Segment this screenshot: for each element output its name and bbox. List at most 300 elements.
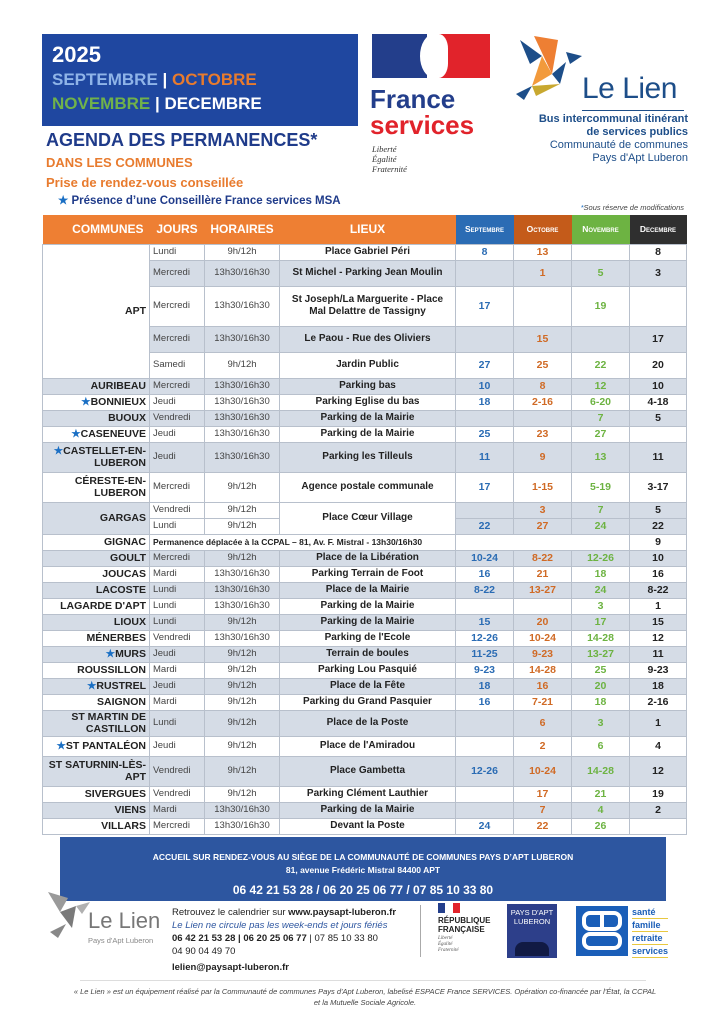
november-cell: 21 — [572, 786, 630, 802]
september-cell: 18 — [456, 678, 514, 694]
september-cell: 15 — [456, 614, 514, 630]
hours-cell: 13h30/16h30 — [205, 598, 280, 614]
title-box — [42, 34, 358, 126]
december-cell: 11 — [630, 442, 687, 472]
october-cell: 22 — [514, 818, 572, 834]
header-horaires: HORAIRES — [205, 215, 280, 244]
agenda-table — [42, 215, 687, 835]
september-cell: 22 — [456, 518, 514, 534]
october-cell: 9 — [514, 442, 572, 472]
le-lien-logo-small — [46, 888, 166, 958]
october-cell — [514, 286, 572, 326]
november-cell: 13-27 — [572, 646, 630, 662]
divider — [80, 980, 646, 981]
october-cell: 2 — [514, 736, 572, 756]
subtitle-communes: DANS LES COMMUNES — [46, 155, 193, 170]
day-cell: Jeudi — [150, 736, 205, 756]
day-cell: Lundi — [150, 614, 205, 630]
star-icon: ★ — [58, 195, 69, 207]
msa-icon — [576, 906, 628, 956]
commune-cell: AURIBEAU — [43, 378, 150, 394]
place-cell: Parking Eglise du bas — [280, 394, 456, 410]
october-cell: 6 — [514, 710, 572, 736]
october-cell: 7-21 — [514, 694, 572, 710]
table-row — [43, 550, 687, 566]
september-cell: 8 — [456, 244, 514, 260]
november-cell: 14-28 — [572, 756, 630, 786]
place-cell: Terrain de boules — [280, 646, 456, 662]
table-row — [43, 582, 687, 598]
day-cell: Mercredi — [150, 550, 205, 566]
table-row — [43, 646, 687, 662]
hours-cell: 9h/12h — [205, 678, 280, 694]
december-cell: 1 — [630, 598, 687, 614]
november-cell — [572, 244, 630, 260]
table-row — [43, 694, 687, 710]
commune-cell: CÉRESTE-EN-LUBERON — [43, 472, 150, 502]
november-cell: 20 — [572, 678, 630, 694]
november-cell: 3 — [572, 598, 630, 614]
header-septembre: Septembre — [456, 215, 514, 244]
hours-cell: 9h/12h — [205, 786, 280, 802]
november-cell: 5 — [572, 260, 630, 286]
subtitle-rdv: Prise de rendez-vous conseillée — [46, 175, 244, 190]
december-cell — [630, 426, 687, 442]
table-row — [43, 566, 687, 582]
table-row — [43, 244, 687, 260]
phone-1[interactable]: 06 42 21 53 28 — [172, 933, 236, 944]
october-cell: 1 — [514, 260, 572, 286]
table-body — [43, 244, 687, 834]
empty-cell — [456, 534, 630, 550]
november-cell: 19 — [572, 286, 630, 326]
hours-cell: 9h/12h — [205, 244, 280, 260]
december-cell: 4 — [630, 736, 687, 756]
hours-cell: 9h/12h — [205, 710, 280, 736]
november-cell: 27 — [572, 426, 630, 442]
table-row — [43, 662, 687, 678]
day-cell: Mardi — [150, 566, 205, 582]
table-row — [43, 678, 687, 694]
gignac-note: Permanence déplacée à la CCPAL – 81, Av. F. Mistral - 13h30/16h30 — [150, 534, 456, 550]
december-cell: 4-18 — [630, 394, 687, 410]
november-cell: 3 — [572, 710, 630, 736]
star-icon: ★ — [86, 680, 97, 692]
place-cell: Parking les Tilleuls — [280, 442, 456, 472]
november-cell: 26 — [572, 818, 630, 834]
no-weekend-note: Le Lien ne circule pas les week-ends et jours fériés — [172, 920, 388, 931]
table-row — [43, 786, 687, 802]
table-row — [43, 472, 687, 502]
december-cell: 3 — [630, 260, 687, 286]
day-cell: Mercredi — [150, 818, 205, 834]
commune-cell: MÉNERBES — [43, 630, 150, 646]
december-cell: 19 — [630, 786, 687, 802]
day-cell: Jeudi — [150, 442, 205, 472]
day-cell: Lundi — [150, 598, 205, 614]
header-communes: COMMUNES — [43, 215, 150, 244]
hours-cell: 9h/12h — [205, 756, 280, 786]
november-cell: 14-28 — [572, 630, 630, 646]
le-lien-sub: Pays d'Apt Luberon — [88, 936, 154, 945]
december-cell: 20 — [630, 352, 687, 378]
september-cell — [456, 260, 514, 286]
day-cell: Mercredi — [150, 378, 205, 394]
header-decembre: Decembre — [630, 215, 687, 244]
marianne-flag-icon — [372, 34, 490, 78]
december-cell: 9-23 — [630, 662, 687, 678]
october-cell — [514, 410, 572, 426]
september-cell: 16 — [456, 694, 514, 710]
october-cell: 16 — [514, 678, 572, 694]
september-cell: 18 — [456, 394, 514, 410]
december-cell: 15 — [630, 614, 687, 630]
hours-cell: 13h30/16h30 — [205, 582, 280, 598]
commune-cell: ★MURS — [43, 646, 150, 662]
september-cell — [456, 786, 514, 802]
december-cell: 10 — [630, 550, 687, 566]
commune-cell: APT — [43, 244, 150, 378]
place-cell: Place Gabriel Péri — [280, 244, 456, 260]
table-row — [43, 378, 687, 394]
september-cell — [456, 326, 514, 352]
commune-cell: ROUSSILLON — [43, 662, 150, 678]
day-cell: Vendredi — [150, 756, 205, 786]
september-cell — [456, 710, 514, 736]
december-cell: 3-17 — [630, 472, 687, 502]
september-cell — [456, 502, 514, 518]
day-cell: Vendredi — [150, 786, 205, 802]
place-cell: Agence postale communale — [280, 472, 456, 502]
place-cell: Devant la Poste — [280, 818, 456, 834]
place-cell: St Joseph/La Marguerite - Place Mal Delattre de Tassigny — [280, 286, 456, 326]
september-cell: 16 — [456, 566, 514, 582]
september-cell: 12-26 — [456, 756, 514, 786]
place-cell: St Michel - Parking Jean Moulin — [280, 260, 456, 286]
september-cell — [456, 802, 514, 818]
day-cell: Lundi — [150, 710, 205, 736]
commune-cell: ★RUSTREL — [43, 678, 150, 694]
hours-cell: 13h30/16h30 — [205, 818, 280, 834]
december-cell: 11 — [630, 646, 687, 662]
commune-cell: ★ST PANTALÉON — [43, 736, 150, 756]
december-cell: 5 — [630, 502, 687, 518]
place-cell: Parking du Grand Pasquier — [280, 694, 456, 710]
day-cell: Mardi — [150, 662, 205, 678]
place-cell: Parking Clément Lauthier — [280, 786, 456, 802]
commune-cell: GIGNAC — [43, 534, 150, 550]
october-cell: 27 — [514, 518, 572, 534]
place-cell: Place de la Libération — [280, 550, 456, 566]
december-cell: 5 — [630, 410, 687, 426]
france-services-logo — [370, 34, 495, 179]
place-cell: Parking de l'Ecole — [280, 630, 456, 646]
november-cell: 24 — [572, 582, 630, 598]
month-september: SEPTEMBRE — [52, 70, 158, 89]
september-cell: 9-23 — [456, 662, 514, 678]
november-cell: 13 — [572, 442, 630, 472]
september-cell: 11 — [456, 442, 514, 472]
fs-motto: Liberté Égalité Fraternité — [372, 144, 407, 174]
november-cell: 5-19 — [572, 472, 630, 502]
october-cell: 15 — [514, 326, 572, 352]
day-cell: Jeudi — [150, 426, 205, 442]
table-row — [43, 502, 687, 518]
table-row — [43, 426, 687, 442]
day-cell: Jeudi — [150, 678, 205, 694]
september-cell: 17 — [456, 286, 514, 326]
november-cell: 22 — [572, 352, 630, 378]
october-cell: 13-27 — [514, 582, 572, 598]
msa-logo — [576, 906, 628, 956]
place-cell: Place Cœur Village — [280, 502, 456, 534]
december-cell: 16 — [630, 566, 687, 582]
msa-note — [58, 193, 341, 207]
day-cell: Vendredi — [150, 630, 205, 646]
september-cell: 17 — [456, 472, 514, 502]
day-cell: Mercredi — [150, 286, 205, 326]
table-row — [43, 614, 687, 630]
star-icon: ★ — [71, 428, 81, 440]
commune-cell: SAIGNON — [43, 694, 150, 710]
table-row — [43, 534, 687, 550]
october-cell: 3 — [514, 502, 572, 518]
commune-cell: JOUCAS — [43, 566, 150, 582]
october-cell — [514, 598, 572, 614]
december-cell: 8 — [630, 244, 687, 260]
divider — [420, 905, 421, 957]
december-cell: 12 — [630, 756, 687, 786]
day-cell: Mardi — [150, 694, 205, 710]
day-cell: Mercredi — [150, 472, 205, 502]
table-row — [43, 410, 687, 426]
november-cell: 25 — [572, 662, 630, 678]
commune-cell: ST MARTIN DE CASTILLON — [43, 710, 150, 736]
star-icon: ★ — [56, 740, 66, 752]
months-line-2 — [52, 92, 348, 116]
phone-2[interactable]: 06 20 25 06 77 — [243, 933, 307, 944]
band-phones: 06 42 21 53 28 / 06 20 25 06 77 / 07 85 10 33 80 — [232, 883, 494, 897]
december-cell: 2 — [630, 802, 687, 818]
msa-note-text: Présence d’une Conseillère France services MSA — [71, 195, 341, 207]
december-cell — [630, 818, 687, 834]
september-cell — [456, 736, 514, 756]
hours-cell: 9h/12h — [205, 662, 280, 678]
place-cell: Place de la Mairie — [280, 582, 456, 598]
place-cell: Parking Lou Pasquié — [280, 662, 456, 678]
day-cell: Lundi — [150, 582, 205, 598]
day-cell: Mercredi — [150, 326, 205, 352]
pays-apt-luberon-logo: PAYS D'APT LUBERON — [507, 904, 557, 958]
hours-cell: 13h30/16h30 — [205, 566, 280, 582]
place-cell: Parking Terrain de Foot — [280, 566, 456, 582]
october-cell: 7 — [514, 802, 572, 818]
september-cell — [456, 598, 514, 614]
commune-cell: ST SATURNIN-LÈS-APT — [43, 756, 150, 786]
day-cell: Lundi — [150, 244, 205, 260]
website-link[interactable]: www.paysapt-luberon.fr — [288, 907, 397, 918]
november-cell: 12 — [572, 378, 630, 394]
table-row — [43, 736, 687, 756]
hours-cell: 13h30/16h30 — [205, 326, 280, 352]
day-cell: Vendredi — [150, 502, 205, 518]
fs-services: services — [370, 110, 475, 140]
disclaimer: « Le Lien » est un équipement réalisé par la Communauté de communes Pays d'Apt Luberon, labelisé ESPACE France SERVICES. Opération co-financée par l'État, la CCPAL et la Mutuelle Sociale Agricole. — [73, 987, 657, 1007]
september-cell: 11-25 — [456, 646, 514, 662]
header-novembre: Novembre — [572, 215, 630, 244]
november-cell: 4 — [572, 802, 630, 818]
october-cell: 2-16 — [514, 394, 572, 410]
september-cell: 8-22 — [456, 582, 514, 598]
october-cell: 25 — [514, 352, 572, 378]
place-cell: Place de la Fête — [280, 678, 456, 694]
commune-cell: ★BONNIEUX — [43, 394, 150, 410]
commune-cell: GARGAS — [43, 502, 150, 534]
december-cell: 8-22 — [630, 582, 687, 598]
september-cell: 10-24 — [456, 550, 514, 566]
commune-cell: LACOSTE — [43, 582, 150, 598]
hours-cell: 13h30/16h30 — [205, 442, 280, 472]
december-cell: 18 — [630, 678, 687, 694]
day-cell: Lundi — [150, 518, 205, 534]
phone-3[interactable]: 07 85 10 33 80 — [314, 933, 378, 944]
table-row — [43, 710, 687, 736]
months-line-1 — [52, 68, 348, 92]
le-lien-name: Le Lien — [582, 72, 677, 105]
day-cell: Mardi — [150, 802, 205, 818]
le-lien-logo — [512, 34, 687, 114]
hours-cell: 9h/12h — [205, 518, 280, 534]
november-cell: 17 — [572, 614, 630, 630]
day-cell: Mercredi — [150, 260, 205, 286]
place-cell: Parking de la Mairie — [280, 614, 456, 630]
hours-cell: 13h30/16h30 — [205, 260, 280, 286]
hours-cell: 13h30/16h30 — [205, 394, 280, 410]
day-cell: Jeudi — [150, 394, 205, 410]
hours-cell: 9h/12h — [205, 502, 280, 518]
table-row — [43, 818, 687, 834]
september-cell: 25 — [456, 426, 514, 442]
french-flag-icon — [438, 903, 460, 913]
month-november: NOVEMBRE — [52, 94, 151, 113]
table-row — [43, 756, 687, 786]
december-cell: 17 — [630, 326, 687, 352]
header-lieux: LIEUX — [280, 215, 456, 244]
header-jours: JOURS — [150, 215, 205, 244]
place-cell: Parking de la Mairie — [280, 410, 456, 426]
commune-cell: VILLARS — [43, 818, 150, 834]
divider — [582, 110, 684, 111]
table-header — [43, 215, 687, 244]
table-row — [43, 442, 687, 472]
msa-words: santé famille retraite services — [632, 907, 669, 956]
october-cell: 21 — [514, 566, 572, 582]
agenda-title: AGENDA DES PERMANENCES* — [46, 130, 318, 150]
november-cell: 18 — [572, 566, 630, 582]
hours-cell: 9h/12h — [205, 736, 280, 756]
hours-cell: 13h30/16h30 — [205, 286, 280, 326]
october-cell: 23 — [514, 426, 572, 442]
november-cell — [572, 326, 630, 352]
hours-cell: 9h/12h — [205, 646, 280, 662]
hours-cell: 9h/12h — [205, 694, 280, 710]
december-cell: 9 — [630, 534, 687, 550]
star-icon: ★ — [105, 648, 116, 660]
commune-cell: ★CASTELLET-EN-LUBERON — [43, 442, 150, 472]
commune-cell: VIENS — [43, 802, 150, 818]
place-cell: Le Paou - Rue des Oliviers — [280, 326, 456, 352]
october-cell: 8 — [514, 378, 572, 394]
place-cell: Place de la Poste — [280, 710, 456, 736]
place-cell: Parking bas — [280, 378, 456, 394]
year: 2025 — [52, 42, 101, 67]
october-cell: 8-22 — [514, 550, 572, 566]
hours-cell: 9h/12h — [205, 614, 280, 630]
december-cell: 12 — [630, 630, 687, 646]
phone-4[interactable]: 04 90 04 49 70 — [172, 946, 236, 957]
month-october: OCTOBRE — [172, 70, 257, 89]
place-cell: Place Gambetta — [280, 756, 456, 786]
fs-france: France — [370, 84, 456, 114]
hours-cell: 13h30/16h30 — [205, 378, 280, 394]
september-cell — [456, 410, 514, 426]
commune-cell: ★CASENEUVE — [43, 426, 150, 442]
november-cell: 24 — [572, 518, 630, 534]
hours-cell: 13h30/16h30 — [205, 802, 280, 818]
october-cell: 1-15 — [514, 472, 572, 502]
hours-cell: 9h/12h — [205, 550, 280, 566]
email-link[interactable]: lelien@paysapt-luberon.fr — [172, 962, 289, 973]
hours-cell: 9h/12h — [205, 352, 280, 378]
contact-info: Retrouvez le calendrier sur www.paysapt-luberon.fr Le Lien ne circule pas les week-ends et jours fériés 06 42 21 53 28 | 06 20 25 06 77 | 07 85 10 33 80 04 90 04 49 70 lelien@paysapt-luberon.fr — [172, 907, 397, 973]
october-cell: 14-28 — [514, 662, 572, 678]
november-cell: 18 — [572, 694, 630, 710]
star-icon: ★ — [53, 445, 64, 457]
november-cell: 12-26 — [572, 550, 630, 566]
bridge-icon — [515, 942, 549, 956]
day-cell: Jeudi — [150, 646, 205, 662]
september-cell: 12-26 — [456, 630, 514, 646]
star-icon: ★ — [81, 396, 91, 408]
month-december: DECEMBRE — [164, 94, 262, 113]
republique-francaise-logo: RÉPUBLIQUE FRANÇAISE Liberté Égalité Fraternité — [438, 903, 496, 958]
december-cell — [630, 286, 687, 326]
october-cell: 13 — [514, 244, 572, 260]
december-cell: 10 — [630, 378, 687, 394]
le-lien-name-small: Le Lien — [88, 908, 161, 933]
december-cell: 2-16 — [630, 694, 687, 710]
october-cell: 17 — [514, 786, 572, 802]
commune-cell: LAGARDE D'APT — [43, 598, 150, 614]
place-cell: Parking de la Mairie — [280, 802, 456, 818]
separator: | — [162, 70, 168, 89]
band-line1: ACCUEIL SUR RENDEZ-VOUS AU SIÈGE DE LA COMMUNAUTÉ DE COMMUNES PAYS D’APT LUBERON — [152, 852, 574, 862]
october-cell: 9-23 — [514, 646, 572, 662]
october-cell: 10-24 — [514, 630, 572, 646]
commune-cell: SIVERGUES — [43, 786, 150, 802]
origami-bird-icon — [512, 34, 592, 104]
table-row — [43, 802, 687, 818]
place-cell: Place de l'Amiradou — [280, 736, 456, 756]
december-cell: 1 — [630, 710, 687, 736]
le-lien-tagline: Bus intercommunal itinérant de services publics Communauté de communes Pays d'Apt Luberon — [538, 113, 688, 164]
october-cell: 20 — [514, 614, 572, 630]
commune-cell: BUOUX — [43, 410, 150, 426]
september-cell: 10 — [456, 378, 514, 394]
hours-cell: 9h/12h — [205, 472, 280, 502]
hours-cell: 13h30/16h30 — [205, 630, 280, 646]
table-row — [43, 394, 687, 410]
